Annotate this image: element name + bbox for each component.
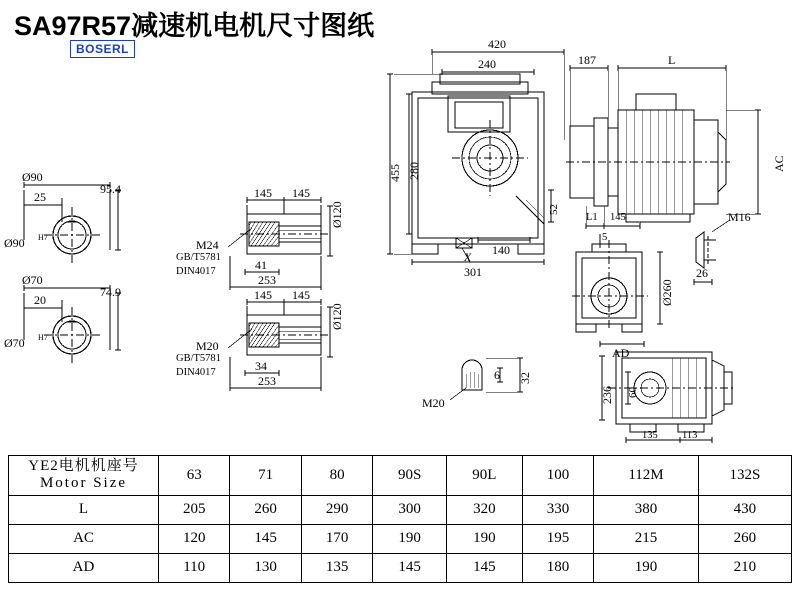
dim-41: 41 (255, 258, 267, 272)
table-ad-5: 180 (522, 553, 593, 582)
dim-m16: M16 (728, 210, 751, 224)
table-ac-2: 170 (301, 524, 372, 553)
dim-mark-x: X (464, 250, 472, 264)
dim-din4017-lower: DIN4017 (176, 367, 216, 378)
table-ac-6: 215 (594, 524, 699, 553)
table-row-label-ad: AD (9, 553, 159, 582)
dim-m20-key: M20 (422, 396, 445, 410)
dim-h7-lower: H7 (38, 333, 48, 342)
table-ad-7: 210 (698, 553, 791, 582)
table-size-5: 100 (522, 456, 593, 496)
dim-dia260: Ø260 (660, 279, 674, 306)
table-l-1: 260 (230, 495, 301, 524)
dim-gbt5781-upper: GB/T5781 (176, 252, 221, 263)
table-ad-0: 110 (159, 553, 230, 582)
dim-420: 420 (488, 37, 506, 51)
table-ac-3: 190 (373, 524, 447, 553)
dim-145-motor: 145 (610, 212, 626, 223)
dim-dia120-upper: Ø120 (330, 201, 344, 228)
table-row-label-l: L (9, 495, 159, 524)
table-l-5: 330 (522, 495, 593, 524)
dim-52: 52 (548, 204, 560, 215)
table-header-label-cn: YE2电机机座号 (28, 458, 139, 474)
table-l-4: 320 (446, 495, 522, 524)
dim-236: 236 (600, 386, 614, 404)
table-ac-1: 145 (230, 524, 301, 553)
dim-145-upper-a: 145 (254, 186, 272, 200)
table-size-2: 80 (301, 456, 372, 496)
dim-95-4: 95.4 (100, 182, 121, 196)
table-ac-4: 190 (446, 524, 522, 553)
dim-6: 6 (494, 368, 500, 382)
table-ac-5: 195 (522, 524, 593, 553)
table-size-6: 112M (594, 456, 699, 496)
dim-145-lower-a: 145 (254, 288, 272, 302)
dim-34: 34 (255, 359, 267, 373)
dim-L1: L1 (586, 212, 598, 223)
dim-280: 280 (407, 162, 421, 180)
dim-60: 60 (627, 387, 639, 398)
dim-187: 187 (578, 53, 596, 67)
dim-253-lower: 253 (258, 374, 276, 388)
dim-dia90-top: Ø90 (22, 170, 43, 184)
dim-145-lower-b: 145 (292, 288, 310, 302)
dim-gbt5781-lower: GB/T5781 (176, 353, 221, 364)
table-l-6: 380 (594, 495, 699, 524)
table-row-header (9, 456, 792, 496)
dim-253-upper: 253 (258, 273, 276, 287)
table-row-l (9, 495, 792, 524)
table-l-3: 300 (373, 495, 447, 524)
dim-113: 113 (682, 430, 698, 441)
dim-26: 26 (696, 266, 708, 280)
dim-AC: AC (772, 155, 786, 172)
table-size-0: 63 (159, 456, 230, 496)
table-ad-4: 145 (446, 553, 522, 582)
dim-140: 140 (492, 243, 510, 257)
dim-L: L (668, 53, 676, 67)
table-row-ad (9, 553, 792, 582)
table-ad-1: 130 (230, 553, 301, 582)
dim-m24: M24 (196, 238, 219, 252)
dim-m20-mid: M20 (196, 339, 219, 353)
table-ad-2: 135 (301, 553, 372, 582)
dim-74-9: 74.9 (100, 285, 121, 299)
table-ac-0: 120 (159, 524, 230, 553)
dim-dia70-top: Ø70 (22, 273, 43, 287)
dim-145-upper-b: 145 (292, 186, 310, 200)
page-title: SA97R57减速机电机尺寸图纸 (14, 11, 375, 41)
table-size-1: 71 (230, 456, 301, 496)
dim-135: 135 (642, 430, 658, 441)
table-l-2: 290 (301, 495, 372, 524)
dim-32: 32 (518, 372, 532, 384)
table-ac-7: 260 (698, 524, 791, 553)
table-ad-3: 145 (373, 553, 447, 582)
dim-h7-upper: H7 (38, 233, 48, 242)
table-header-label-en: Motor Size (39, 475, 128, 492)
dim-dia90-h7: Ø90 (4, 236, 25, 250)
brand-logo: BOSERL (70, 40, 135, 58)
motor-size-table (8, 455, 792, 583)
dim-dia70-h7: Ø70 (4, 336, 25, 350)
dim-5: 5 (602, 232, 608, 243)
table-ad-6: 190 (594, 553, 699, 582)
dim-240: 240 (478, 57, 496, 71)
table-row-ac (9, 524, 792, 553)
table-l-7: 430 (698, 495, 791, 524)
dim-dia120-lower: Ø120 (330, 303, 344, 330)
dim-455: 455 (388, 164, 402, 182)
table-size-3: 90S (373, 456, 447, 496)
table-header-label (9, 456, 159, 496)
table-size-7: 132S (698, 456, 791, 496)
dim-din4017-upper: DIN4017 (176, 266, 216, 277)
table-l-0: 205 (159, 495, 230, 524)
table-row-label-ac: AC (9, 524, 159, 553)
dim-25: 25 (34, 190, 46, 204)
table-size-4: 90L (446, 456, 522, 496)
dim-301: 301 (464, 265, 482, 279)
dim-20: 20 (34, 293, 46, 307)
dim-AD: AD (612, 346, 630, 360)
